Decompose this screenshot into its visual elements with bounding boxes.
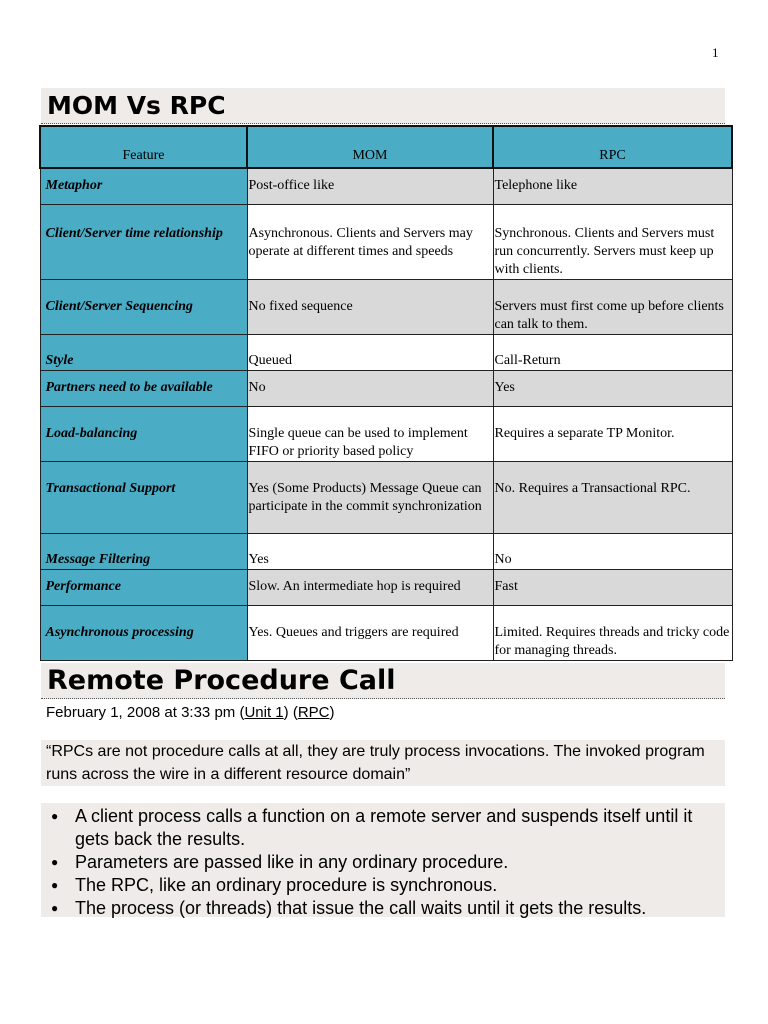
page-number: 1 bbox=[712, 45, 719, 60]
category-link-rpc[interactable]: RPC bbox=[297, 704, 330, 721]
table-row bbox=[40, 204, 732, 279]
row-feature: Performance bbox=[40, 569, 247, 605]
bullet-icon: ● bbox=[51, 901, 59, 915]
list-item bbox=[51, 874, 725, 897]
quote-block: “RPCs are not procedure calls at all, they are truly process invocations. The invoked program runs across the wire in a different resource domain” bbox=[41, 740, 725, 786]
row-rpc: Yes bbox=[493, 370, 732, 406]
row-mom: Queued bbox=[247, 334, 493, 370]
row-rpc: Telephone like bbox=[493, 168, 732, 204]
category-link-unit-1[interactable]: Unit 1 bbox=[244, 704, 284, 721]
paren-close-1: ) bbox=[283, 704, 289, 721]
row-rpc: Servers must first come up before clients can talk to them. bbox=[493, 279, 732, 334]
row-mom: Yes bbox=[247, 533, 493, 569]
row-feature: Client/Server time relationship bbox=[40, 204, 247, 279]
row-rpc: Requires a separate TP Monitor. bbox=[493, 406, 732, 461]
list-item-text: The process (or threads) that issue the call waits until it gets the results. bbox=[75, 898, 647, 918]
list-item bbox=[51, 897, 725, 920]
row-feature: Message Filtering bbox=[40, 533, 247, 569]
header-rpc: RPC bbox=[493, 126, 732, 168]
bullet-icon: ● bbox=[51, 809, 59, 823]
paren-close-2: ) bbox=[329, 704, 335, 721]
row-feature: Metaphor bbox=[40, 168, 247, 204]
row-mom: Single queue can be used to implement FIFO or priority based policy bbox=[247, 406, 493, 461]
list-item-text: The RPC, like an ordinary procedure is synchronous. bbox=[75, 875, 498, 895]
table-row bbox=[40, 461, 732, 533]
row-feature: Load-balancing bbox=[40, 406, 247, 461]
row-mom: Yes (Some Products) Message Queue can participate in the commit synchronization bbox=[247, 461, 493, 533]
row-mom: Asynchronous. Clients and Servers may operate at different times and speeds bbox=[247, 204, 493, 279]
row-mom: Slow. An intermediate hop is required bbox=[247, 569, 493, 605]
row-rpc: No. Requires a Transactional RPC. bbox=[493, 461, 732, 533]
row-mom: Post-office like bbox=[247, 168, 493, 204]
post-meta bbox=[41, 704, 730, 721]
row-rpc: Fast bbox=[493, 569, 732, 605]
row-feature: Partners need to be available bbox=[40, 370, 247, 406]
list-item-text: Parameters are passed like in any ordinary procedure. bbox=[75, 852, 509, 872]
header-mom: MOM bbox=[247, 126, 493, 168]
paren-open-1: ( bbox=[239, 704, 245, 721]
bullet-icon: ● bbox=[51, 878, 59, 892]
row-rpc: No bbox=[493, 533, 732, 569]
comparison-table bbox=[39, 125, 733, 661]
table-row bbox=[40, 370, 732, 406]
row-feature: Asynchronous processing bbox=[40, 605, 247, 660]
row-rpc: Synchronous. Clients and Servers must run concurrently. Servers must keep up with clients. bbox=[493, 204, 732, 279]
row-mom: No bbox=[247, 370, 493, 406]
table-header-row bbox=[40, 126, 732, 168]
list-item bbox=[51, 851, 725, 874]
bullet-list bbox=[41, 805, 725, 920]
section-title-remote-procedure-call: Remote Procedure Call bbox=[41, 663, 725, 699]
bullet-list-block bbox=[41, 803, 725, 917]
section-title-mom-vs-rpc: MOM Vs RPC bbox=[41, 88, 725, 124]
row-feature: Style bbox=[40, 334, 247, 370]
row-rpc: Call-Return bbox=[493, 334, 732, 370]
table-row bbox=[40, 533, 732, 569]
table-row bbox=[40, 406, 732, 461]
row-feature: Client/Server Sequencing bbox=[40, 279, 247, 334]
table-row bbox=[40, 168, 732, 204]
bullet-icon: ● bbox=[51, 855, 59, 869]
table-row bbox=[40, 334, 732, 370]
table-row bbox=[40, 279, 732, 334]
list-item bbox=[51, 805, 725, 851]
row-feature: Transactional Support bbox=[40, 461, 247, 533]
row-rpc: Limited. Requires threads and tricky code for managing threads. bbox=[493, 605, 732, 660]
table-row bbox=[40, 605, 732, 660]
list-item-text: A client process calls a function on a remote server and suspends itself until it gets back the results. bbox=[75, 806, 693, 849]
header-feature: Feature bbox=[40, 126, 247, 168]
table-row bbox=[40, 569, 732, 605]
paren-open-2: ( bbox=[292, 704, 298, 721]
row-mom: No fixed sequence bbox=[247, 279, 493, 334]
post-date: February 1, 2008 at 3:33 pm bbox=[46, 704, 236, 721]
row-mom: Yes. Queues and triggers are required bbox=[247, 605, 493, 660]
